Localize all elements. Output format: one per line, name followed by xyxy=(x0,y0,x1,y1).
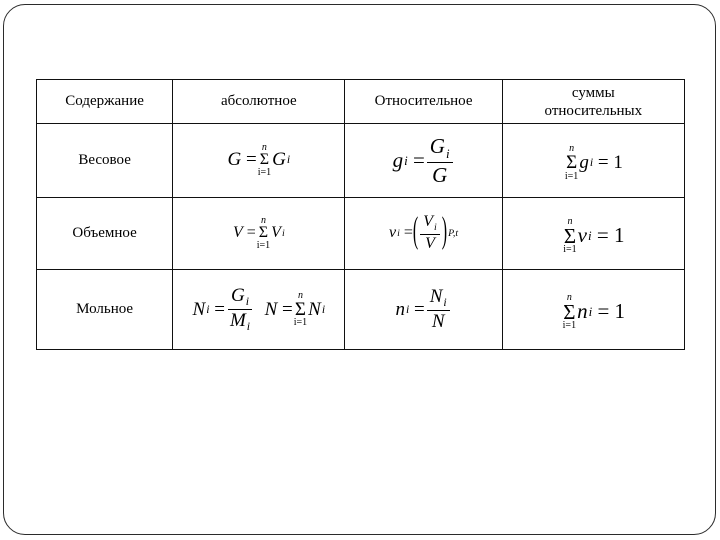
header-sums xyxy=(502,80,684,124)
row-label-weight: Весовое xyxy=(37,124,173,198)
header-row xyxy=(37,80,685,124)
formula-volume-sum: n Σ i=1 v i = 1 xyxy=(502,198,684,270)
row-label-molar: Мольное xyxy=(37,270,173,350)
table-row xyxy=(37,124,685,198)
formula-volume-relative: v i = ( $\frac{V_i}{V}$ ) P,t xyxy=(345,198,502,270)
formula-weight-absolute: G = n Σ i=1 G i xyxy=(173,124,345,198)
table-row xyxy=(37,270,685,350)
table-row xyxy=(37,198,685,270)
formula-volume-absolute: V = n Σ i=1 V i xyxy=(173,198,345,270)
formula-molar-sum: n Σ i=1 n i = 1 xyxy=(502,270,684,350)
header-sums-line1: суммы xyxy=(571,84,615,101)
formula-weight-relative: g i = $\frac{G_i}{G}$ xyxy=(345,124,502,198)
formula-weight-sum: n Σ i=1 g i = 1 xyxy=(502,124,684,198)
formula-molar-absolute: N i = $\frac{G_i}{M_i}$ N = n Σ i=1 N i xyxy=(173,270,345,350)
header-absolute: абсолютное xyxy=(173,80,345,124)
formula-molar-relative: n i = $\frac{N_i}{N}$ xyxy=(345,270,502,350)
composition-table xyxy=(36,79,685,350)
header-sums-line2: относительных xyxy=(544,102,643,119)
header-content: Содержание xyxy=(37,80,173,124)
row-label-volume: Объемное xyxy=(37,198,173,270)
header-relative: Относительное xyxy=(345,80,502,124)
